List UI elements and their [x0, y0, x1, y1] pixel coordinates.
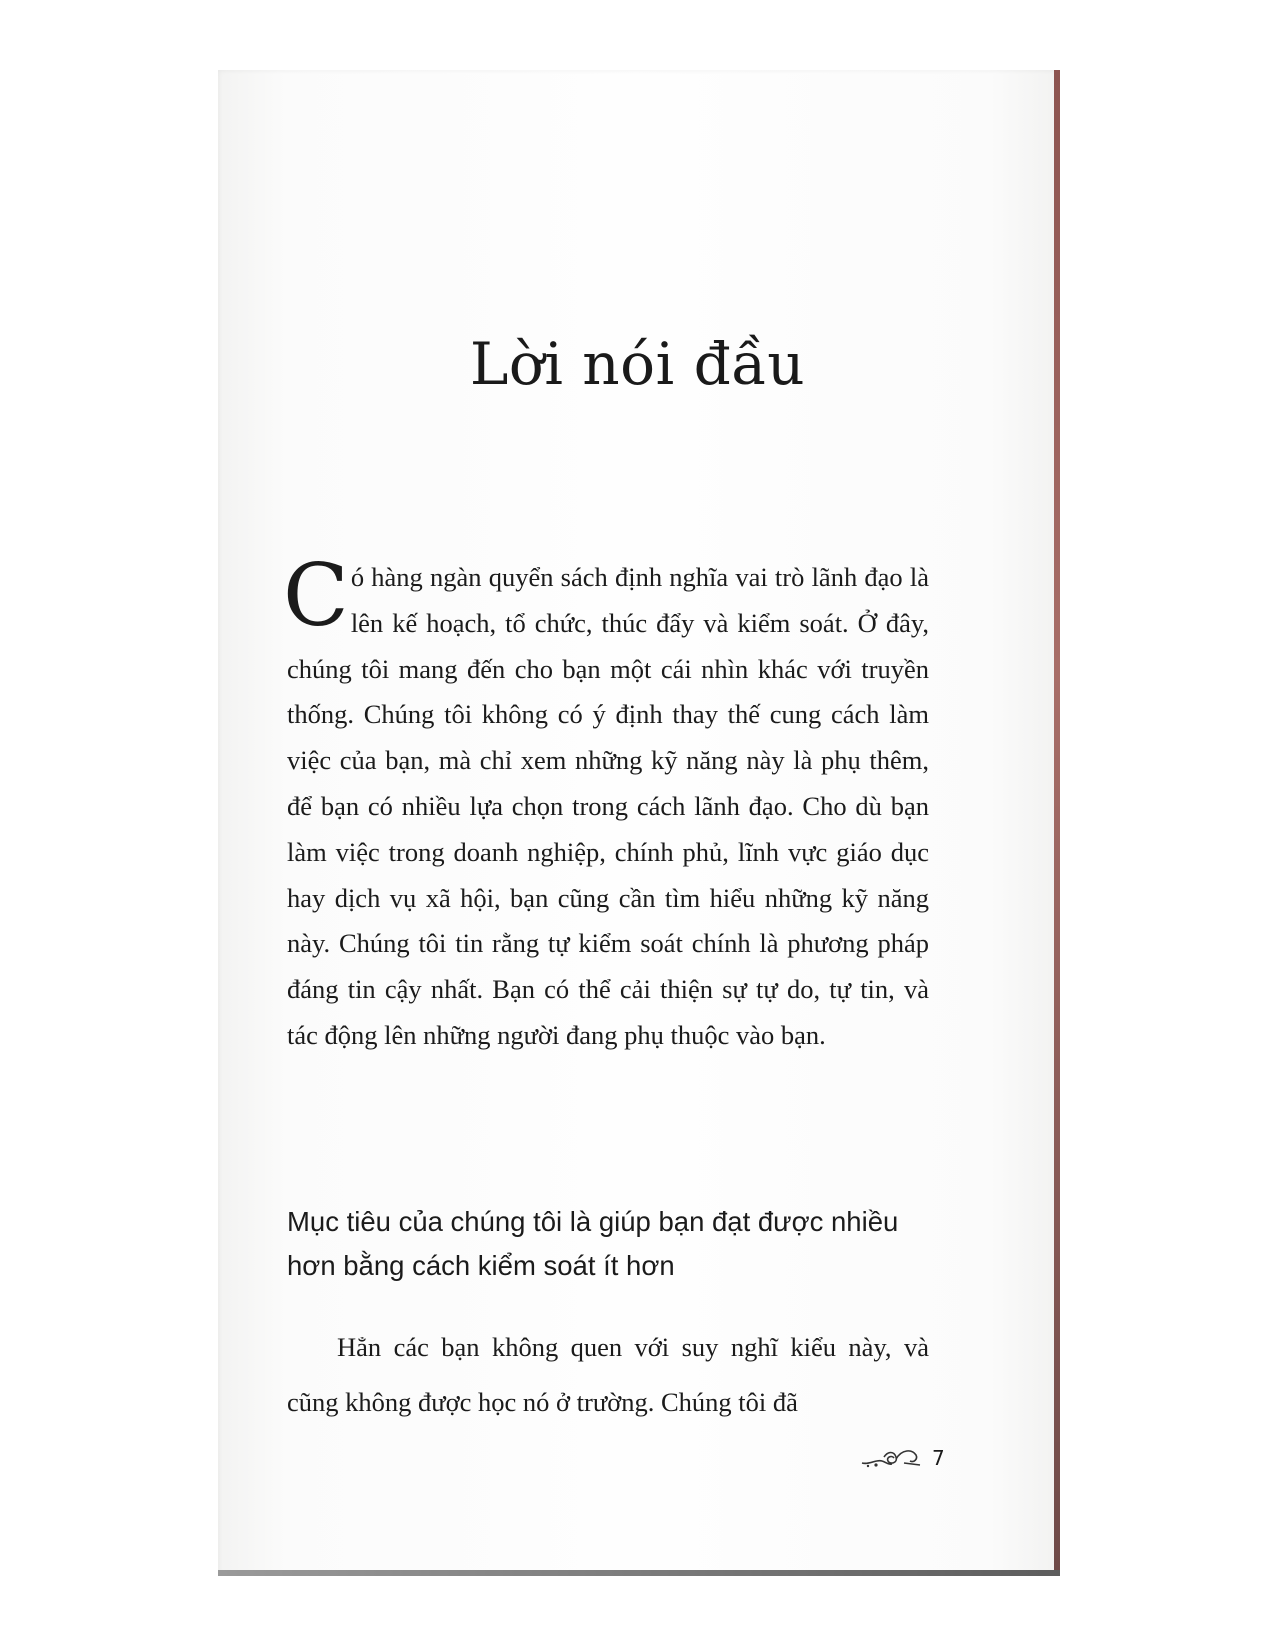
drop-cap: C [283, 546, 349, 646]
page-number: 7 [932, 1446, 945, 1470]
page-footer [860, 1445, 945, 1471]
section-subheading: Mục tiêu của chúng tôi là giúp bạn đạt được nhiều hơn bằng cách kiểm soát ít hơn [287, 1206, 899, 1281]
book-cover-edge [1054, 70, 1060, 1576]
intro-paragraph [283, 546, 929, 1059]
book-bottom-edge [218, 1570, 1060, 1576]
intro-paragraph-text: ó hàng ngàn quyển sách định nghĩa vai trò lãnh đạo là lên kế hoạch, tổ chức, thúc đẩy và kiểm soát. Ở đây, chúng tôi mang đến cho bạn một cái nhìn khác với truyền thống. Chúng tôi không có ý định thay thế cung cách làm việc của bạn, mà chỉ xem những kỹ năng này là phụ thêm, để bạn có nhiều lựa chọn trong cách lãnh đạo. Cho dù bạn làm việc trong doanh nghiệp, chính phủ, lĩnh vực giáo dục hay dịch vụ xã hội, bạn cũng cần tìm hiểu những kỹ năng này. Chúng tôi tin rằng tự kiểm soát chính là phương pháp đáng tin cậy nhất. Bạn có thể cải thiện sự tự do, tự tin, và tác động lên những người đang phụ thuộc vào bạn. [287, 562, 929, 1050]
second-paragraph: Hẳn các bạn không quen với suy nghĩ kiểu này, và cũng không được học nó ở trường. Chúng tôi đã [287, 1332, 929, 1417]
chapter-title: Lời nói đầu [469, 330, 806, 398]
decorative-flourish-icon [860, 1445, 926, 1471]
